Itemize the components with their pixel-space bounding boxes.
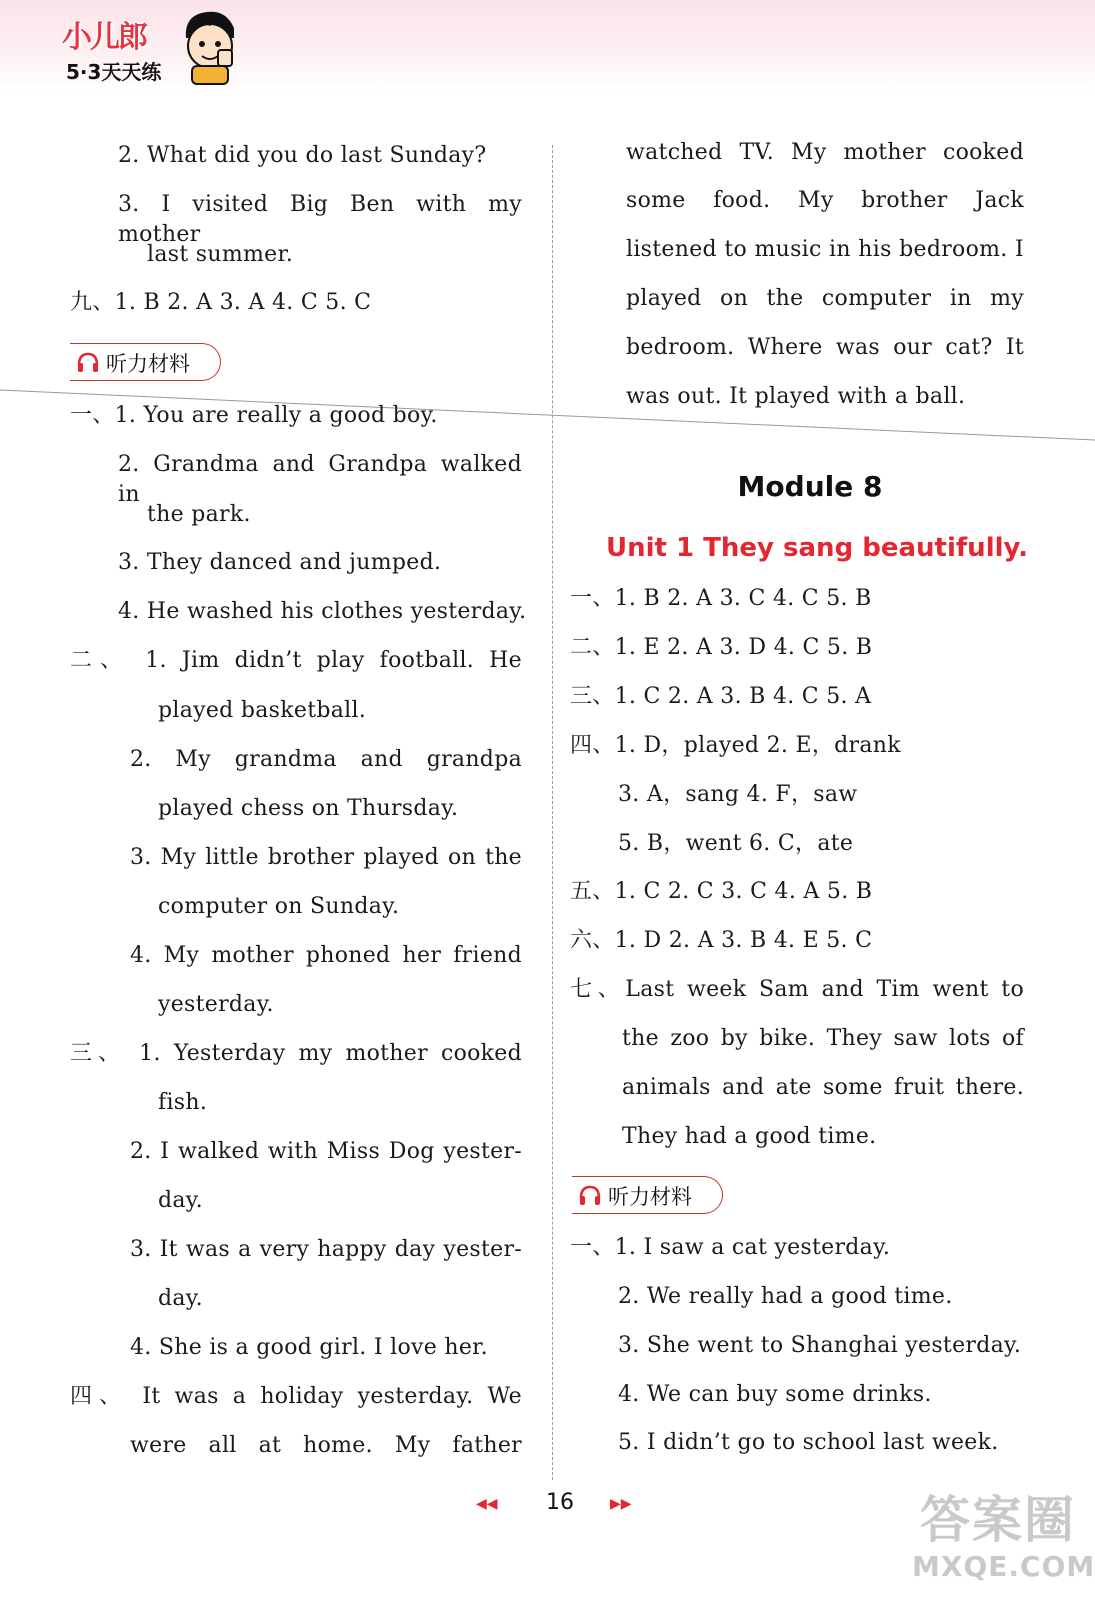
answer-line: 2. Grandma and Grandpa walked in bbox=[118, 452, 522, 507]
answer-line: 六、1. D 2. A 3. B 4. E 5. C bbox=[570, 928, 873, 953]
answer-line: fish. bbox=[158, 1090, 208, 1115]
answer-line: 3. A，sang 4. F，saw bbox=[618, 782, 858, 807]
answer-line: day. bbox=[158, 1188, 203, 1213]
answer-line: 一、1. You are really a good boy. bbox=[70, 403, 438, 428]
answer-line: animals and ate some fruit there. bbox=[622, 1075, 1024, 1100]
answer-line: computer on Sunday. bbox=[158, 894, 400, 919]
answer-line: 2. We really had a good time. bbox=[618, 1284, 953, 1309]
mascot-icon bbox=[178, 8, 240, 86]
headphones-icon bbox=[76, 351, 100, 373]
answer-line: 三、 1. Yesterday my mother cooked bbox=[70, 1041, 522, 1066]
answer-line: last summer. bbox=[147, 242, 294, 267]
column-divider bbox=[552, 145, 553, 1480]
logo-subtitle: 5·3天天练 bbox=[66, 60, 162, 84]
listening-label-text: 听力材料 bbox=[106, 352, 190, 376]
answer-line: played basketball. bbox=[158, 698, 367, 723]
answer-line: played on the computer in my bbox=[626, 286, 1024, 311]
answer-line: 4. My mother phoned her friend bbox=[130, 943, 522, 968]
logo-title: 小儿郎 bbox=[62, 20, 146, 55]
page-footer bbox=[470, 1488, 650, 1522]
answer-line: 4. She is a good girl. I love her. bbox=[130, 1335, 488, 1360]
answer-line: 九、1. B 2. A 3. A 4. C 5. C bbox=[70, 290, 372, 315]
watermark bbox=[912, 1480, 1095, 1592]
module-title: Module 8 bbox=[737, 470, 883, 503]
answer-line: 2. What did you do last Sunday? bbox=[118, 143, 487, 168]
listening-material-label bbox=[572, 1176, 723, 1214]
answer-line: was out. It played with a ball. bbox=[626, 384, 966, 409]
answer-line: 5. B，went 6. C，ate bbox=[618, 831, 854, 856]
watermark-url: MXQE.COM bbox=[912, 1550, 1095, 1583]
answer-line: 四、1. D，played 2. E，drank bbox=[570, 733, 901, 758]
answer-line: 二、 1. Jim didn’t play football. He bbox=[70, 648, 522, 673]
answer-line: 2. I walked with Miss Dog yester- bbox=[130, 1139, 522, 1164]
prev-arrows-icon: ◀◀ bbox=[476, 1496, 498, 1512]
answer-line: 2. My grandma and grandpa bbox=[130, 747, 522, 772]
answer-line: watched TV. My mother cooked bbox=[626, 140, 1024, 165]
answer-line: 5. I didn’t go to school last week. bbox=[618, 1430, 999, 1455]
answer-line: bedroom. Where was our cat? It bbox=[626, 335, 1024, 360]
answer-line: the zoo by bike. They saw lots of bbox=[622, 1026, 1024, 1051]
answer-line: 4. We can buy some drinks. bbox=[618, 1382, 932, 1407]
headphones-icon bbox=[578, 1184, 602, 1206]
answer-line: yesterday. bbox=[158, 992, 274, 1017]
answer-line: 3. It was a very happy day yester- bbox=[130, 1237, 522, 1262]
answer-line: the park. bbox=[147, 502, 251, 527]
answer-line: played chess on Thursday. bbox=[158, 796, 459, 821]
next-arrows-icon: ▶▶ bbox=[610, 1496, 632, 1512]
answer-line: 五、1. C 2. C 3. C 4. A 5. B bbox=[570, 879, 873, 904]
answer-line: 四、 It was a holiday yesterday. We bbox=[70, 1384, 522, 1409]
answer-line: were all at home. My father bbox=[130, 1433, 522, 1458]
answer-line: 3. My little brother played on the bbox=[130, 845, 522, 870]
answer-line: 一、1. I saw a cat yesterday. bbox=[570, 1235, 891, 1260]
answer-line: listened to music in his bedroom. I bbox=[626, 237, 1024, 262]
answer-line: 4. He washed his clothes yesterday. bbox=[118, 599, 527, 624]
answer-line: 三、1. C 2. A 3. B 4. C 5. A bbox=[570, 684, 872, 709]
answer-line: They had a good time. bbox=[622, 1124, 877, 1149]
brand-logo bbox=[58, 8, 258, 86]
answer-line: 3. They danced and jumped. bbox=[118, 550, 442, 575]
answer-line: 一、1. B 2. A 3. C 4. C 5. B bbox=[570, 586, 872, 611]
answer-line: 七、Last week Sam and Tim went to bbox=[570, 977, 1024, 1002]
answer-line: 3. I visited Big Ben with my mother bbox=[118, 192, 522, 247]
listening-label-text: 听力材料 bbox=[608, 1185, 692, 1209]
answer-line: 二、1. E 2. A 3. D 4. C 5. B bbox=[570, 635, 873, 660]
listening-material-label bbox=[70, 343, 221, 381]
answer-line: 3. She went to Shanghai yesterday. bbox=[618, 1333, 1022, 1358]
unit-title: Unit 1 They sang beautifully. bbox=[606, 533, 1028, 563]
watermark-text: 答案圈 bbox=[920, 1491, 1076, 1549]
answer-line: some food. My brother Jack bbox=[626, 188, 1024, 213]
page-number: 16 bbox=[546, 1490, 574, 1515]
answer-line: day. bbox=[158, 1286, 203, 1311]
